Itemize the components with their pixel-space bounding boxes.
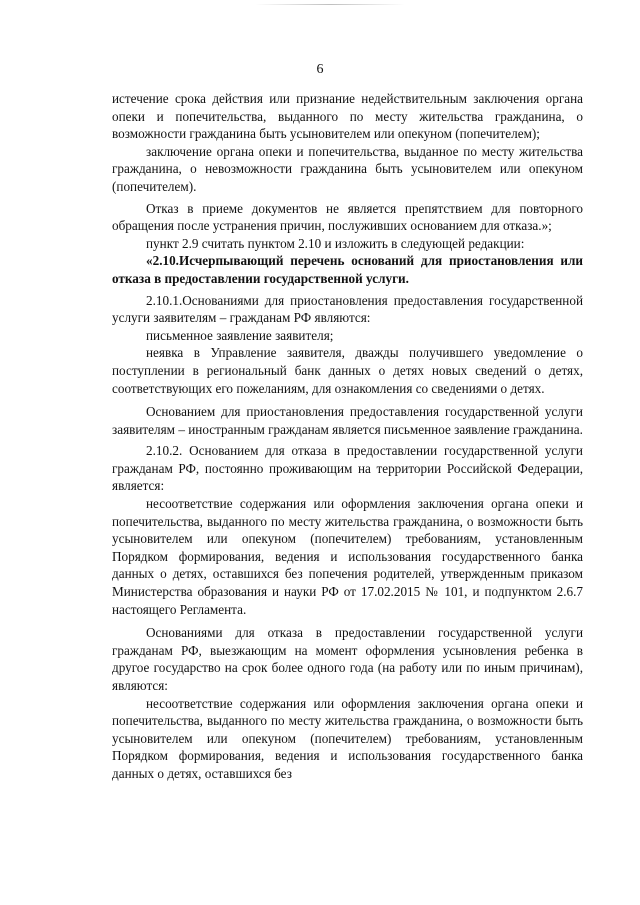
paragraph-renumber-instruction: пункт 2.9 считать пунктом 2.10 и изложить в следующей редакции: bbox=[146, 235, 525, 251]
list-item-written-statement: письменное заявление заявителя; bbox=[146, 327, 334, 343]
list-item-nonconformity-1: несоответствие содержания или оформления заключения органа опеки и попечительства, выданного по месту жительства гражданина, о возможности быть усыновителем или опекуном (попечителем) требованиям, установленным Порядком формирования, ведения и использования государственного банка данных о детях, оставшихся без попечения родителей, утвержденным приказом Министерства образования и науки РФ от 17.02.2015 № 101, и подпунктом 2.6.7 настоящего Регламента. bbox=[112, 496, 583, 617]
list-item-non-appearance: неявка в Управление заявителя, дважды получившего уведомление о поступлении в региональный банк данных о детях новых сведений о детях, соответствующих его пожеланиям, для ознакомления со сведениями о детях. bbox=[112, 345, 583, 396]
page-number: 6 bbox=[316, 62, 324, 77]
section-heading-2-10: «2.10.Исчерпывающий перечень оснований для приостановления или отказа в предоставлении государственной услуги. bbox=[112, 253, 583, 286]
paragraph-foreign-citizens: Основанием для приостановления предоставления государственной услуги заявителям – иностранным гражданам является письменное заявление гражданина. bbox=[112, 404, 583, 437]
scan-artifact-line bbox=[255, 4, 405, 5]
list-item-nonconformity-2: несоответствие содержания или оформления заключения органа опеки и попечительства, выданного по месту жительства гражданина, о возможности быть усыновителем или опекуном (попечителем) требованиям, установленным Порядком формирования, ведения и использования государственного банка данных о детях, оставшихся без bbox=[112, 695, 583, 781]
paragraph-departing-citizens: Основаниями для отказа в предоставлении государственной услуги гражданам РФ, выезжающим на момент оформления усыновления ребенка в другое государство на срок более одного года (на работу или по иным причинам), являются: bbox=[112, 625, 583, 693]
paragraph-refusal-note: Отказ в приеме документов не является препятствием для повторного обращения после устранения причин, послуживших основанием для отказа.»; bbox=[112, 200, 583, 234]
paragraph-negative-conclusion: заключение органа опеки и попечительства, выданное по месту жительства гражданина, о невозможности гражданина быть усыновителем или опекуном (попечителем). bbox=[112, 143, 583, 194]
document-body bbox=[112, 90, 583, 783]
paragraph-expiry: истечение срока действия или признание недействительным заключения органа опеки и попечительства, выданного по месту жительства гражданина, о возможности гражданина быть усыновителем или опекуном (попечителем); bbox=[112, 91, 583, 142]
paragraph-2-10-2: 2.10.2. Основанием для отказа в предоставлении государственной услуги гражданам РФ, постоянно проживающим на территории Российской Федерации, является: bbox=[112, 443, 583, 494]
paragraph-2-10-1: 2.10.1.Основаниями для приостановления предоставления государственной услуги заявителям – гражданам РФ являются: bbox=[112, 292, 583, 326]
